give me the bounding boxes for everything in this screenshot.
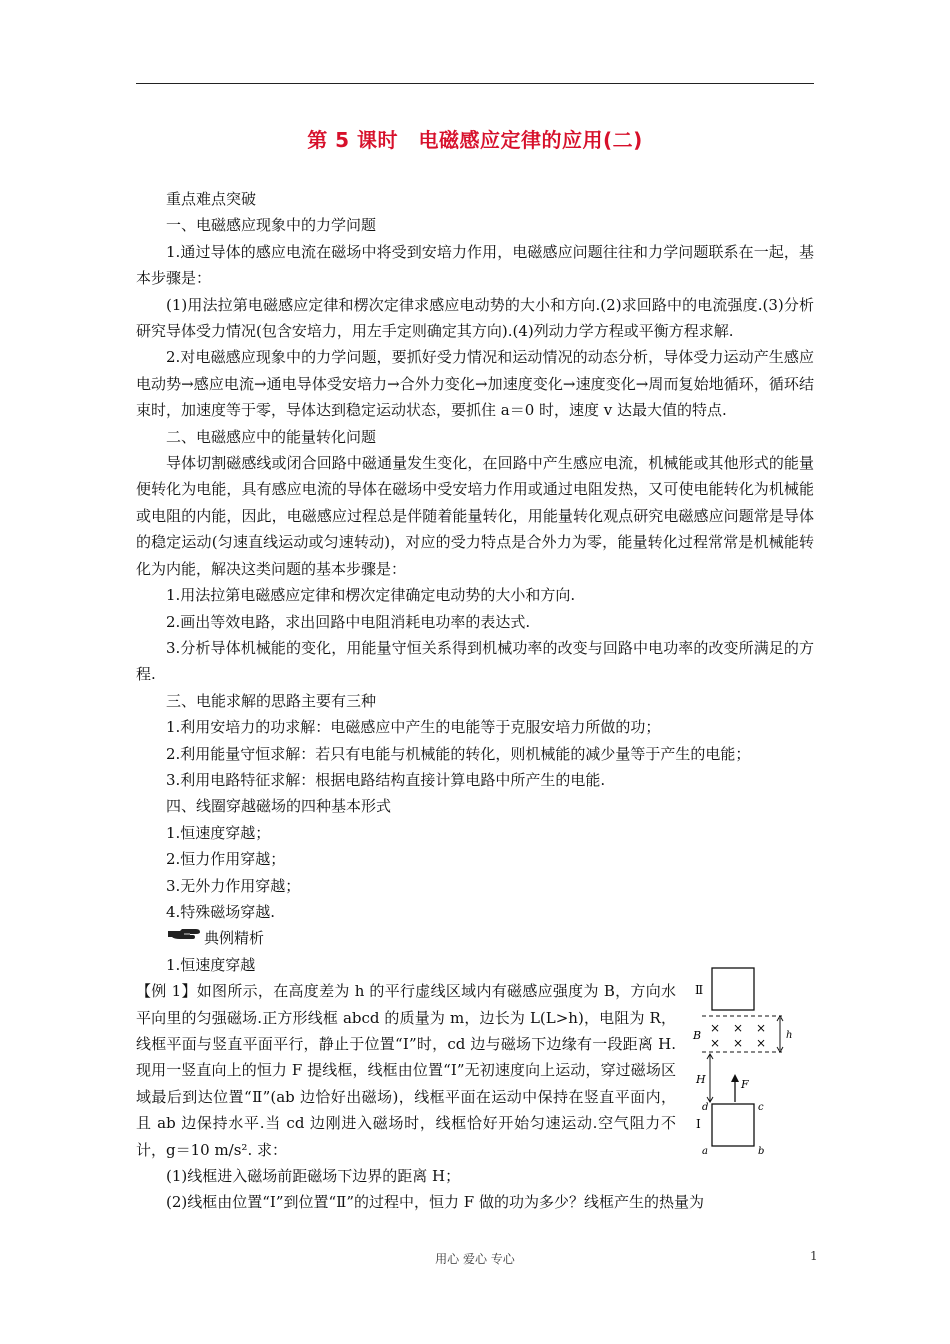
force-arrowhead bbox=[731, 1074, 739, 1082]
label-f: F bbox=[741, 1078, 749, 1092]
label-c: c bbox=[758, 1102, 764, 1114]
section1-paragraph-2: (1)用法拉第电磁感应定律和楞次定律求感应电动势的大小和方向.(2)求回路中的电流强度.(3)分析研究导体受力情况(包含安培力，用左手定则确定其方向).(4)列动力学方程或平衡方程求解. bbox=[136, 295, 814, 341]
frame-position-ii bbox=[712, 968, 754, 1010]
section4-item-3: 3.无外力作用穿越； bbox=[166, 876, 301, 895]
example-1-body: 如图所示，在高度差为 h 的平行虚线区域内有磁感应强度为 B，方向水平向里的匀强磁场.正方形线框 abcd 的质量为 m，边长为 L(L>h)，电阻为 R，线框平面与竖直平面平行，静止于位置“Ⅰ”时，cd 边与磁场下边缘有一段距离 H.现用一竖直向上的恒力 F 提线框，线框由位置“Ⅰ”无初速度向上运动，穿过磁场区域最后到达位置“Ⅱ”(ab 边恰好出磁场)，线框平面在运动中保持在竖直平面内，且 ab 边保持水平.当 cd 边刚进入磁场时，线框恰好开始匀速运动.空气阻力不计，g＝10 m/s². 求： bbox=[136, 982, 676, 1159]
examples-heading-row bbox=[136, 925, 814, 951]
example-1-label: 【例 1】 bbox=[136, 982, 197, 1001]
label-b: B bbox=[693, 1029, 702, 1043]
section1-paragraph-1: 1.通过导体的感应电流在磁场中将受到安培力作用，电磁感应问题往往和力学问题联系在一起，基本步骤是： bbox=[136, 242, 814, 288]
examples-heading: 典例精析 bbox=[204, 929, 265, 948]
section3-item-2: 2.利用能量守恒求解：若只有电能与机械能的转化，则机械能的减少量等于产生的电能； bbox=[166, 744, 751, 763]
field-cross: × bbox=[733, 1036, 744, 1051]
field-cross: × bbox=[710, 1021, 721, 1036]
example-1 bbox=[136, 978, 814, 1163]
section3-item-1: 1.利用安培力的功求解：电磁感应中产生的电能等于克服安培力所做的功； bbox=[166, 718, 661, 737]
label-d: d bbox=[702, 1102, 709, 1114]
example-subheading: 1.恒速度穿越 bbox=[166, 955, 256, 974]
frame-position-i bbox=[712, 1104, 754, 1146]
field-cross: × bbox=[733, 1021, 744, 1036]
label-big-h: H bbox=[696, 1073, 706, 1087]
section3-item-3: 3.利用电路特征求解：根据电路结构直接计算电路中所产生的电能. bbox=[166, 770, 606, 789]
section2-step-3: 3.分析导体机械能的变化，用能量守恒关系得到机械功率的改变与回路中电功率的改变所满足的方程. bbox=[136, 638, 814, 684]
label-a: a bbox=[702, 1146, 708, 1157]
label-b-corner: b bbox=[758, 1146, 765, 1157]
section3-heading: 三、电能求解的思路主要有三种 bbox=[166, 691, 377, 710]
pointing-hand-icon bbox=[166, 925, 204, 943]
section4-item-4: 4.特殊磁场穿越. bbox=[166, 902, 276, 921]
section4-heading: 四、线圈穿越磁场的四种基本形式 bbox=[166, 797, 392, 816]
document-body bbox=[136, 186, 814, 1216]
section1-paragraph-3: 2.对电磁感应现象中的力学问题，要抓好受力情况和运动情况的动态分析，导体受力运动产生感应电动势→感应电流→通电导体受安培力→合外力变化→加速度变化→速度变化→周而复始地循环，循环结束时，加速度等于零，导体达到稳定运动状态，要抓住 a＝0 时，速度 v 达最大值的特点. bbox=[136, 348, 814, 420]
section1-heading: 一、电磁感应现象中的力学问题 bbox=[166, 216, 377, 235]
question-1: (1)线框进入磁场前距磁场下边界的距离 H； bbox=[166, 1167, 461, 1186]
section4-item-2: 2.恒力作用穿越； bbox=[166, 850, 286, 869]
section-heading-main: 重点难点突破 bbox=[166, 190, 257, 208]
section2-heading: 二、电磁感应中的能量转化问题 bbox=[166, 427, 377, 446]
field-cross: × bbox=[756, 1036, 767, 1051]
label-h: h bbox=[786, 1030, 793, 1042]
section2-step-1: 1.用法拉第电磁感应定律和楞次定律确定电动势的大小和方向. bbox=[166, 586, 576, 605]
page-number: 1 bbox=[810, 1249, 818, 1263]
field-cross: × bbox=[756, 1021, 767, 1036]
section2-paragraph-1: 导体切割磁感线或闭合回路中磁通量发生变化，在回路中产生感应电流，机械能或其他形式的能量便转化为电能，具有感应电流的导体在磁场中受安培力作用或通过电阻发热，又可使电能转化为机械能或电阻的内能，因此，电磁感应过程总是伴随着能量转化，用能量转化观点研究电磁感应问题常是导体的稳定运动(匀速直线运动或匀速转动)，对应的受力特点是合外力为零，能量转化过程常常是机械能转化为内能，解决这类问题的基本步骤是： bbox=[136, 454, 814, 578]
question-2: (2)线框由位置“Ⅰ”到位置“Ⅱ”的过程中，恒力 F 做的功为多少？线框产生的热量为 bbox=[166, 1193, 704, 1212]
page-title: 第 5 课时 电磁感应定律的应用(二) bbox=[307, 128, 643, 152]
page-footer: 用心 爱心 专心 bbox=[435, 1252, 515, 1266]
magnetic-field-diagram bbox=[690, 966, 814, 1156]
section2-step-2: 2.画出等效电路，求出回路中电阻消耗电功率的表达式. bbox=[166, 612, 531, 631]
field-cross: × bbox=[710, 1036, 721, 1051]
section4-item-1: 1.恒速度穿越； bbox=[166, 823, 271, 842]
header-rule bbox=[136, 83, 814, 84]
label-i: Ⅰ bbox=[696, 1117, 701, 1132]
label-ii: Ⅱ bbox=[695, 983, 704, 998]
